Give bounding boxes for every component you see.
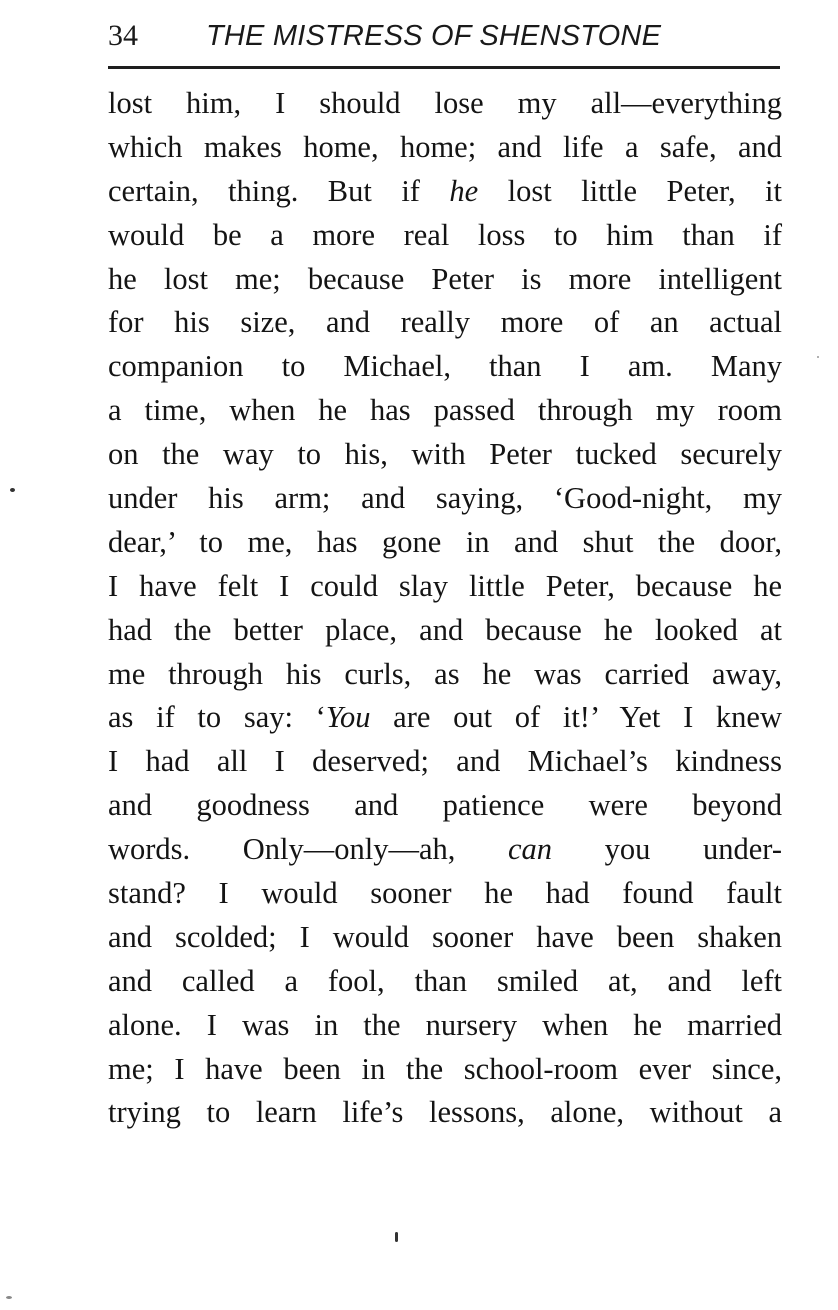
text-line bbox=[108, 609, 782, 653]
text-segment: me through his curls, as he was carried away, bbox=[108, 656, 782, 691]
italic-emphasis: he bbox=[449, 173, 479, 208]
text-line bbox=[108, 1091, 782, 1135]
text-line bbox=[108, 214, 782, 258]
text-segment: and goodness and patience were beyond bbox=[108, 788, 782, 823]
text-line bbox=[108, 872, 782, 916]
text-line bbox=[108, 916, 782, 960]
text-segment: as if to say: ‘ bbox=[108, 700, 326, 735]
text-line bbox=[108, 126, 782, 170]
text-segment: I had all I deserved; and Michael’s kindness bbox=[108, 744, 782, 779]
text-line bbox=[108, 1048, 782, 1092]
text-line bbox=[108, 828, 782, 872]
text-line bbox=[108, 1004, 782, 1048]
text-segment: lost little Peter, it bbox=[478, 173, 782, 208]
text-segment: on the way to his, with Peter tucked securely bbox=[108, 437, 782, 472]
text-segment: for his size, and really more of an actual bbox=[108, 305, 782, 340]
running-title: THE MISTRESS OF SHENSTONE bbox=[206, 20, 662, 52]
text-line bbox=[108, 301, 782, 345]
text-segment: and called a fool, than smiled at, and left bbox=[108, 963, 782, 998]
text-line bbox=[108, 389, 782, 433]
text-segment: would be a more real loss to him than if bbox=[108, 217, 782, 252]
text-line bbox=[108, 521, 782, 565]
text-segment: stand? I would sooner he had found fault bbox=[108, 876, 782, 911]
text-segment: certain, thing. But if bbox=[108, 173, 450, 208]
text-segment: you under- bbox=[552, 832, 782, 867]
page-header bbox=[108, 14, 780, 58]
text-segment: and scolded; I would sooner have been shaken bbox=[108, 919, 782, 954]
text-segment: a time, when he has passed through my room bbox=[108, 393, 782, 428]
text-line bbox=[108, 433, 782, 477]
text-segment: companion to Michael, than I am. Many bbox=[108, 349, 782, 384]
text-line bbox=[108, 170, 782, 214]
text-segment: under his arm; and saying, ‘Good-night, my bbox=[108, 481, 782, 516]
text-segment: words. Only—only—ah, bbox=[108, 832, 509, 867]
text-segment: me; I have been in the school-room ever since, bbox=[108, 1051, 782, 1086]
text-line bbox=[108, 477, 782, 521]
text-segment: dear,’ to me, has gone in and shut the door, bbox=[108, 524, 782, 559]
page-number: 34 bbox=[108, 19, 138, 52]
text-segment: trying to learn life’s lessons, alone, without a bbox=[108, 1095, 782, 1130]
italic-emphasis: can bbox=[508, 832, 553, 867]
text-line bbox=[108, 960, 782, 1004]
text-line bbox=[108, 82, 782, 126]
italic-emphasis: You bbox=[325, 700, 371, 735]
body-paragraph bbox=[108, 82, 782, 1135]
text-line bbox=[108, 565, 782, 609]
scan-speck bbox=[817, 356, 819, 358]
scan-speck bbox=[6, 1296, 12, 1299]
text-line bbox=[108, 696, 782, 740]
scan-speck bbox=[395, 1232, 398, 1242]
text-segment: he lost me; because Peter is more intelligent bbox=[108, 261, 782, 296]
text-line bbox=[108, 345, 782, 389]
scan-speck bbox=[10, 488, 15, 492]
text-segment: had the better place, and because he looked at bbox=[108, 612, 782, 647]
text-segment: lost him, I should lose my all—everything bbox=[108, 86, 782, 120]
text-segment: are out of it!’ Yet I knew bbox=[370, 700, 782, 735]
text-line bbox=[108, 258, 782, 302]
text-segment: which makes home, home; and life a safe, and bbox=[108, 129, 782, 164]
text-segment: I have felt I could slay little Peter, because he bbox=[108, 568, 782, 603]
text-line bbox=[108, 784, 782, 828]
text-segment: alone. I was in the nursery when he married bbox=[108, 1007, 782, 1042]
text-line bbox=[108, 653, 782, 697]
text-line bbox=[108, 740, 782, 784]
header-rule bbox=[108, 66, 780, 69]
